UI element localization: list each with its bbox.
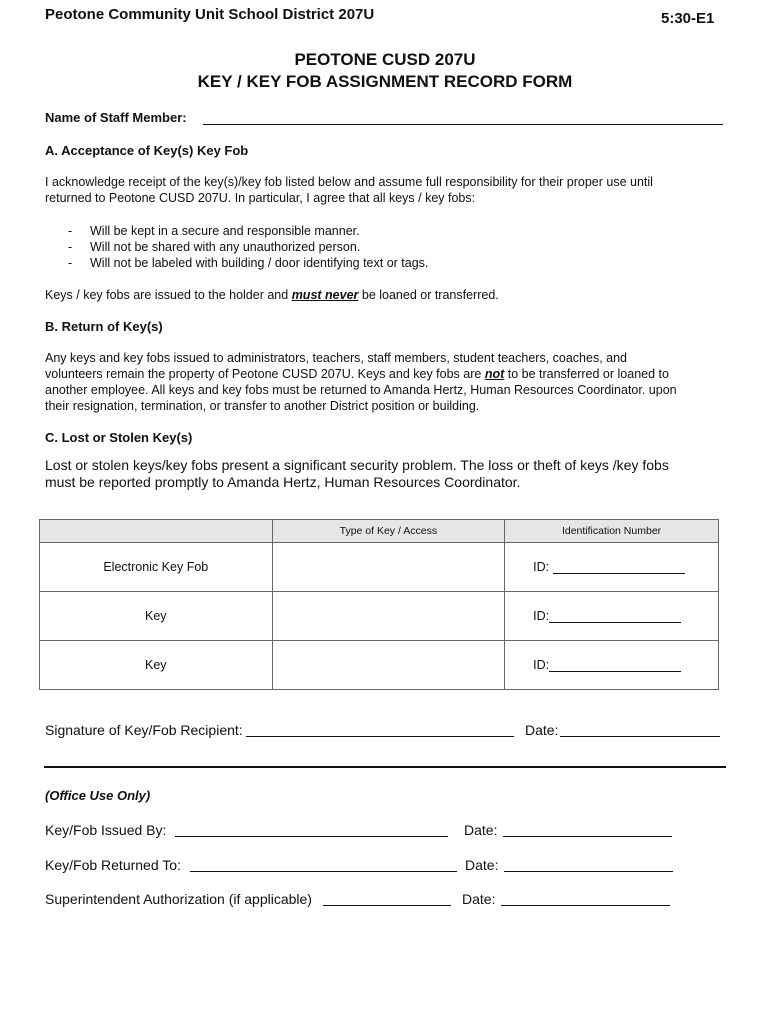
section-a-paragraph [45,174,653,206]
section-b-heading: B. Return of Key(s) [45,319,163,334]
id-cell[interactable]: ID: [505,641,719,690]
district-name: Peotone Community Unit School District 207U [45,6,375,23]
section-b-paragraph [45,350,677,414]
divider [44,766,726,768]
issued-by-field[interactable] [175,836,448,837]
item-cell: Key [40,641,273,690]
column-header-item [40,520,273,543]
table-row [40,543,719,592]
paragraph-line: returned to Peotone CUSD 207U. In particular, I agree that all keys / key fobs: [45,191,476,205]
key-assignment-table [39,519,719,690]
paragraph-line: must be reported promptly to Amanda Hertz, Human Resources Coordinator. [45,474,521,490]
table-row [40,641,719,690]
page-subtitle: KEY / KEY FOB ASSIGNMENT RECORD FORM [197,72,573,91]
signature-date-field[interactable] [560,736,720,737]
paragraph-line: their resignation, termination, or transfer to another District position or building. [45,399,480,413]
bullet-dash: - [68,240,73,254]
id-field[interactable] [549,609,681,623]
signature-label: Signature of Key/Fob Recipient: [45,722,243,738]
signature-date-label: Date: [525,722,559,738]
issued-statement: Keys / key fobs are issued to the holder and must never be loaned or transferred. [45,288,499,302]
superintendent-field[interactable] [323,905,451,906]
paragraph-line: Lost or stolen keys/key fobs present a significant security problem. The loss or theft of keys /key fobs [45,457,669,473]
section-c-heading: C. Lost or Stolen Key(s) [45,430,193,445]
office-use-heading: (Office Use Only) [45,788,151,803]
table-row [40,592,719,641]
id-cell[interactable]: ID: [505,543,719,592]
staff-name-label: Name of Staff Member: [45,110,187,125]
staff-name-field[interactable] [203,124,723,125]
issued-date-field[interactable] [503,836,672,837]
bullet-item: Will not be labeled with building / door identifying text or tags. [90,256,429,270]
paragraph-line: Any keys and key fobs issued to administrators, teachers, staff members, student teachers, coaches, and [45,351,628,365]
page-title: PEOTONE CUSD 207U [294,50,476,69]
returned-to-field[interactable] [190,871,457,872]
superintendent-date-label: Date: [462,891,496,907]
not-emphasis: not [484,367,505,381]
id-field[interactable] [553,560,685,574]
bullet-item: Will not be shared with any unauthorized person. [90,240,361,254]
id-cell[interactable]: ID: [505,592,719,641]
returned-to-label: Key/Fob Returned To: [45,857,181,873]
column-header-type: Type of Key / Access [272,520,505,543]
superintendent-label: Superintendent Authorization (if applicable) [45,891,312,907]
bullet-dash: - [68,224,73,238]
section-c-paragraph [45,457,669,491]
item-cell: Key [40,592,273,641]
bullet-dash: - [68,256,73,270]
paragraph-line: volunteers remain the property of Peotone CUSD 207U. Keys and key fobs are not to be transferred or loaned to [45,367,669,381]
paragraph-line: another employee. All keys and key fobs must be returned to Amanda Hertz, Human Resources Coordinator. upon [45,383,677,397]
signature-field[interactable] [246,736,514,737]
superintendent-date-field[interactable] [501,905,670,906]
type-cell[interactable] [272,592,505,641]
section-a-heading: A. Acceptance of Key(s) Key Fob [45,143,249,158]
paragraph-line: I acknowledge receipt of the key(s)/key fob listed below and assume full responsibility for their proper use until [45,175,653,189]
bullet-item: Will be kept in a secure and responsible manner. [90,224,360,238]
issued-date-label: Date: [464,822,498,838]
item-cell: Electronic Key Fob [40,543,273,592]
type-cell[interactable] [272,543,505,592]
issued-by-label: Key/Fob Issued By: [45,822,167,838]
type-cell[interactable] [272,641,505,690]
returned-date-field[interactable] [504,871,673,872]
must-never-emphasis: must never [291,288,359,302]
table-header-row [40,520,719,543]
id-field[interactable] [549,658,681,672]
returned-date-label: Date: [465,857,499,873]
column-header-id: Identification Number [505,520,719,543]
policy-code: 5:30-E1 [661,10,715,27]
